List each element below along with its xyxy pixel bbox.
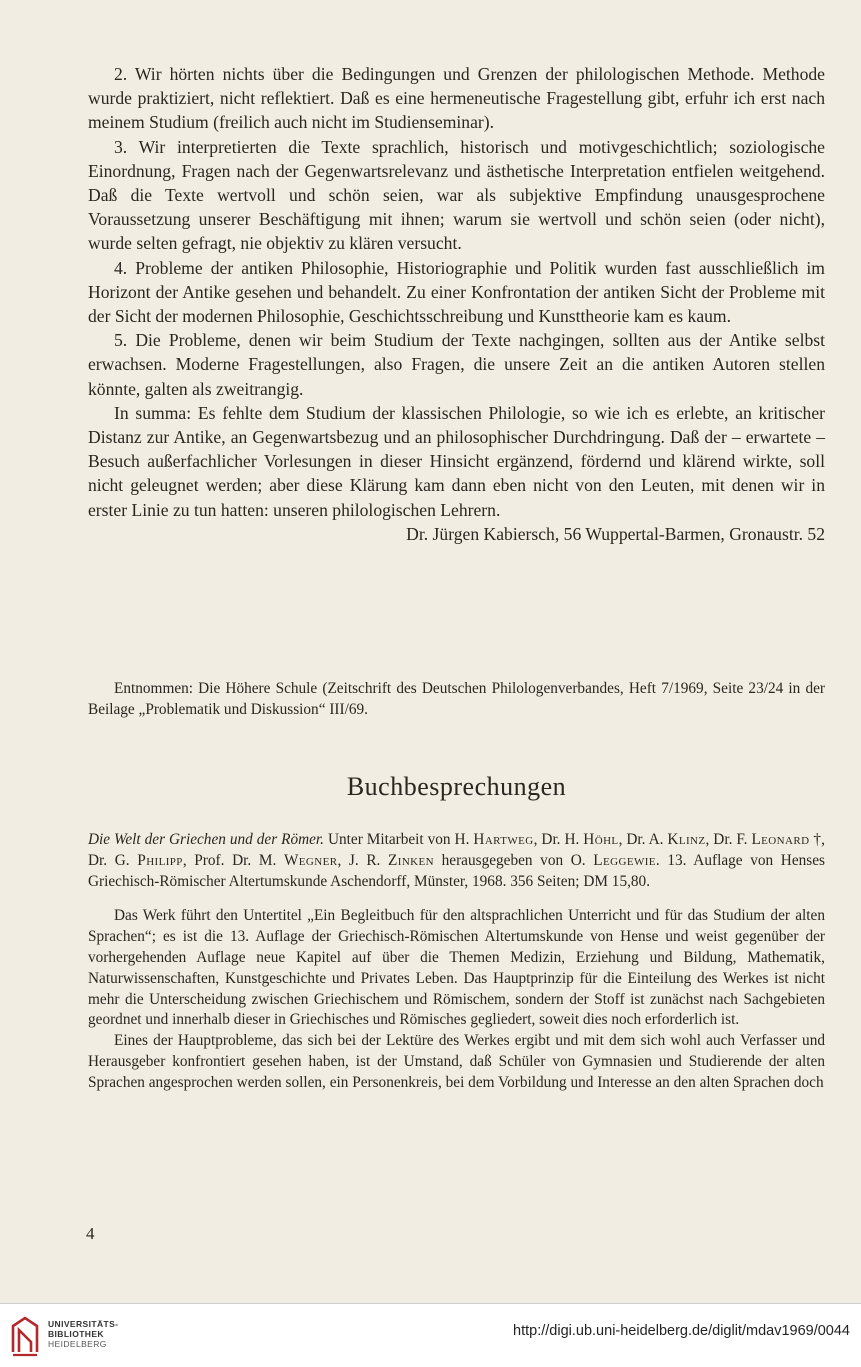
library-name-line: BIBLIOTHEK xyxy=(48,1329,104,1339)
university-seal-icon xyxy=(10,1314,40,1358)
reference-text: , Dr. H. xyxy=(533,831,584,848)
contributor-name: Philipp xyxy=(137,851,183,869)
review-paragraph: Das Werk führt den Untertitel „Ein Begleitbuch für den altsprachlichen Unterricht und für das Studium der alten Sprachen“; es ist die 13. Auflage der Griechisch-Römischen Altertumskunde von Hense und weist gegenüber der vorhergehenden Auflage neue Kapitel auf über die Themen Medizin, Erziehung und Bildung, Mathematik, Naturwissenschaften, Kunstgeschichte und Privates Leben. Das Hauptprinzip für die Einteilung des Werkes ist nicht mehr die Unterscheidung zwischen Griechischem und Römischem, sondern der Stoff ist zunächst nach Sachgebieten geordnet und innerhalb dieser in Griechisches und Römisches gegliedert, soweit dies noch erforderlich ist. xyxy=(88,907,825,1029)
page-number: 4 xyxy=(86,1224,95,1243)
contributor-name: Wegner xyxy=(283,851,338,869)
contributor-name: Höhl xyxy=(583,831,619,848)
contributor-name: Hartweg xyxy=(473,831,534,848)
article-paragraph: 3. Wir interpretierten die Texte sprachlich, historisch und motivgeschichtlich; soziologische Einordnung, Fragen nach der Gegenwartsrelevanz und ästhetische Interpretation entfielen weitgehend. Daß die Texte wertvoll und schön seien, war als subjektive Empfindung unausgesprochene Voraussetzung unserer Beschäftigung mit ihnen; warum sie wertvoll und schön seien (oder nicht), wurde selten gefragt, nie objektiv zu klären versucht. xyxy=(88,136,825,254)
reference-text: herausgegeben von O. xyxy=(434,851,594,869)
reference-text: , J. R. xyxy=(337,851,389,869)
book-reference xyxy=(88,830,825,892)
permalink-url[interactable]: http://digi.ub.uni-heidelberg.de/diglit/mdav1969/0044 xyxy=(513,1323,850,1339)
reference-text: , Prof. Dr. M. xyxy=(182,851,284,869)
reference-text: , Dr. A. xyxy=(618,831,668,848)
book-review xyxy=(88,830,825,1094)
article-paragraph: In summa: Es fehlte dem Studium der klassischen Philologie, so wie ich es erlebte, an kritischer Distanz zur Antike, an Gegenwartsbezug und an philosophischer Durchdringung. Daß der – erwartete – Besuch außerfachlicher Vorlesungen in dieser Hinsicht ergänzend, fördernd und klärend wirkte, soll nicht geleugnet werden; aber diese Klärung kam dann eben nicht von den Leuten, mit denen wir in erster Linie zu tun hatten: unseren philologischen Lehrern. xyxy=(88,402,825,520)
review-paragraph: Eines der Hauptprobleme, das sich bei der Lektüre des Werkes ergibt und mit dem sich wohl auch Verfasser und Herausgeber konfrontiert gesehen haben, ist der Umstand, daß Schüler von Gymnasien und Studierende der alten Sprachen angesprochen werden sollen, ein Personenkreis, bei dem Vorbildung und Interesse an den alten Sprachen doch xyxy=(88,1032,825,1091)
contributor-name: Klinz xyxy=(667,831,706,848)
reference-text: , Dr. F. xyxy=(705,831,752,848)
reference-text: . 13. Auflage von Henses Griechisch-Römischer Altertumskunde Aschendorff, Münster, 1968. 356 Seiten; DM 15,80. xyxy=(88,851,825,890)
reference-text: Unter Mitarbeit von H. xyxy=(324,831,474,848)
contributor-name: Leonard xyxy=(751,831,810,848)
library-name xyxy=(48,1319,118,1349)
library-name-line: UNIVERSITÄTS- xyxy=(48,1319,119,1329)
book-title: Die Welt der Griechen und der Römer. xyxy=(88,831,325,848)
reference-text: †, Dr. G. xyxy=(88,831,825,869)
source-note: Entnommen: Die Höhere Schule (Zeitschrift des Deutschen Philologenverbandes, Heft 7/1969, Seite 23/24 in der Beilage „Problematik und Diskussion“ III/69. xyxy=(88,680,825,718)
section-heading: Buchbesprechungen xyxy=(346,772,567,801)
editor-name: Leggewie xyxy=(593,851,656,869)
article-text xyxy=(88,62,825,546)
article-paragraph: 4. Probleme der antiken Philosophie, Historiographie und Politik wurden fast ausschließlich im Horizont der Antike gesehen und behandelt. Zu einer Konfrontation der antiken Sicht der Probleme mit der Sicht der modernen Philosophie, Geschichtsschreibung und Kunsttheorie kam es kaum. xyxy=(88,257,825,327)
footer-bar xyxy=(0,1303,861,1367)
library-name-line: HEIDELBERG xyxy=(48,1339,107,1349)
article-paragraph: 2. Wir hörten nichts über die Bedingungen und Grenzen der philologischen Methode. Methode wurde praktiziert, nicht reflektiert. Daß es eine hermeneutische Fragestellung gibt, erfuhr ich erst nach meinem Studium (freilich auch nicht im Studienseminar). xyxy=(88,64,825,133)
article-paragraph: 5. Die Probleme, denen wir beim Studium der Texte nachgingen, sollten aus der Antike selbst erwachsen. Moderne Fragestellungen, also Fragen, die unsere Zeit an die antiken Autoren stellen könnte, galten als zweitrangig. xyxy=(88,330,825,399)
author-signature: Dr. Jürgen Kabiersch, 56 Wuppertal-Barmen, Gronaustr. 52 xyxy=(406,523,825,544)
contributor-name: Zinken xyxy=(388,851,434,869)
